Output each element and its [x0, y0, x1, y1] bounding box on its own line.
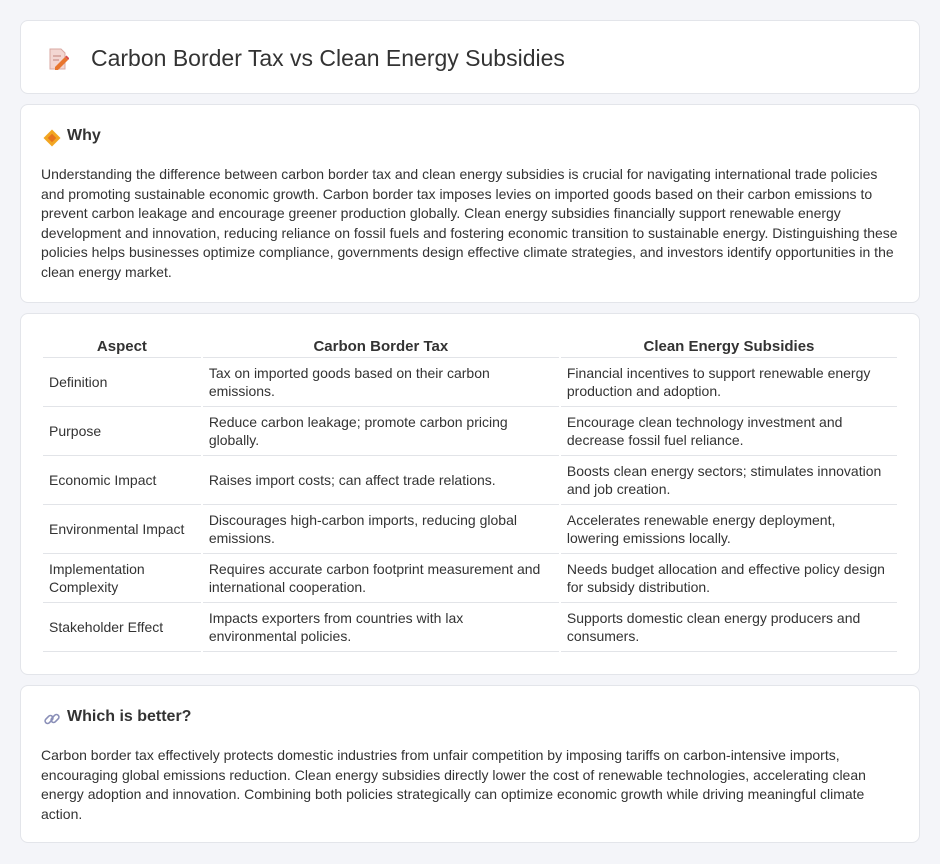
page-title: Carbon Border Tax vs Clean Energy Subsidies — [91, 45, 565, 71]
which-is-better-section — [20, 685, 920, 843]
row-carbon-border-tax: Requires accurate carbon footprint measurement and international cooperation. — [203, 554, 559, 603]
comparison-table-card — [20, 313, 920, 675]
row-aspect: Economic Impact — [43, 456, 201, 505]
header-card — [20, 20, 920, 94]
table-row — [43, 407, 897, 456]
row-clean-energy-subsidies: Encourage clean technology investment and decrease fossil fuel reliance. — [561, 407, 897, 456]
table-header-row — [43, 334, 897, 358]
row-aspect: Purpose — [43, 407, 201, 456]
header-carbon-border-tax: Carbon Border Tax — [203, 334, 559, 358]
row-clean-energy-subsidies: Boosts clean energy sectors; stimulates innovation and job creation. — [561, 456, 897, 505]
row-clean-energy-subsidies: Accelerates renewable energy deployment, lowering emissions locally. — [561, 505, 897, 554]
pencil-document-icon — [47, 47, 69, 71]
table-row — [43, 554, 897, 603]
why-title: Why — [67, 127, 101, 144]
row-aspect: Environmental Impact — [43, 505, 201, 554]
better-title: Which is better? — [67, 708, 192, 725]
better-text: Carbon border tax effectively protects domestic industries from unfair competition by imposing tariffs on carbon-intensive imports, encouraging global emissions reduction. Clean energy subsidies directly lower the cost of renewable technologies, accelerating clean energy adoption and innovation. Combining both policies strategically can optimize economic growth while driving meaningful climate action. — [41, 747, 866, 822]
row-carbon-border-tax: Raises import costs; can affect trade relations. — [203, 456, 559, 505]
link-icon — [43, 710, 61, 728]
table-row — [43, 603, 897, 652]
row-clean-energy-subsidies: Supports domestic clean energy producers and consumers. — [561, 603, 897, 652]
row-carbon-border-tax: Discourages high-carbon imports, reducing global emissions. — [203, 505, 559, 554]
table-row — [43, 358, 897, 407]
table-row — [43, 505, 897, 554]
row-aspect: Stakeholder Effect — [43, 603, 201, 652]
why-text: Understanding the difference between carbon border tax and clean energy subsidies is crucial for navigating international trade policies and promoting sustainable economic growth. Carbon border tax imposes levies on imported goods based on their carbon emissions to prevent carbon leakage and encourage greener production globally. Clean energy subsidies financially support renewable energy development and innovation, reducing reliance on fossil fuels and fostering economic transition to sustainable energy. Distinguishing these policies helps businesses optimize compliance, governments design effective climate strategies, and investors identify opportunities in the clean energy market. — [41, 166, 898, 280]
row-clean-energy-subsidies: Financial incentives to support renewable energy production and adoption. — [561, 358, 897, 407]
row-aspect: Implementation Complexity — [43, 554, 201, 603]
row-carbon-border-tax: Impacts exporters from countries with lax environmental policies. — [203, 603, 559, 652]
row-carbon-border-tax: Reduce carbon leakage; promote carbon pricing globally. — [203, 407, 559, 456]
why-section — [20, 104, 920, 303]
diamond-icon — [43, 129, 61, 147]
row-aspect: Definition — [43, 358, 201, 407]
comparison-table — [41, 334, 899, 652]
row-clean-energy-subsidies: Needs budget allocation and effective policy design for subsidy distribution. — [561, 554, 897, 603]
row-carbon-border-tax: Tax on imported goods based on their carbon emissions. — [203, 358, 559, 407]
table-row — [43, 456, 897, 505]
header-aspect: Aspect — [43, 334, 201, 358]
header-clean-energy-subsidies: Clean Energy Subsidies — [561, 334, 897, 358]
